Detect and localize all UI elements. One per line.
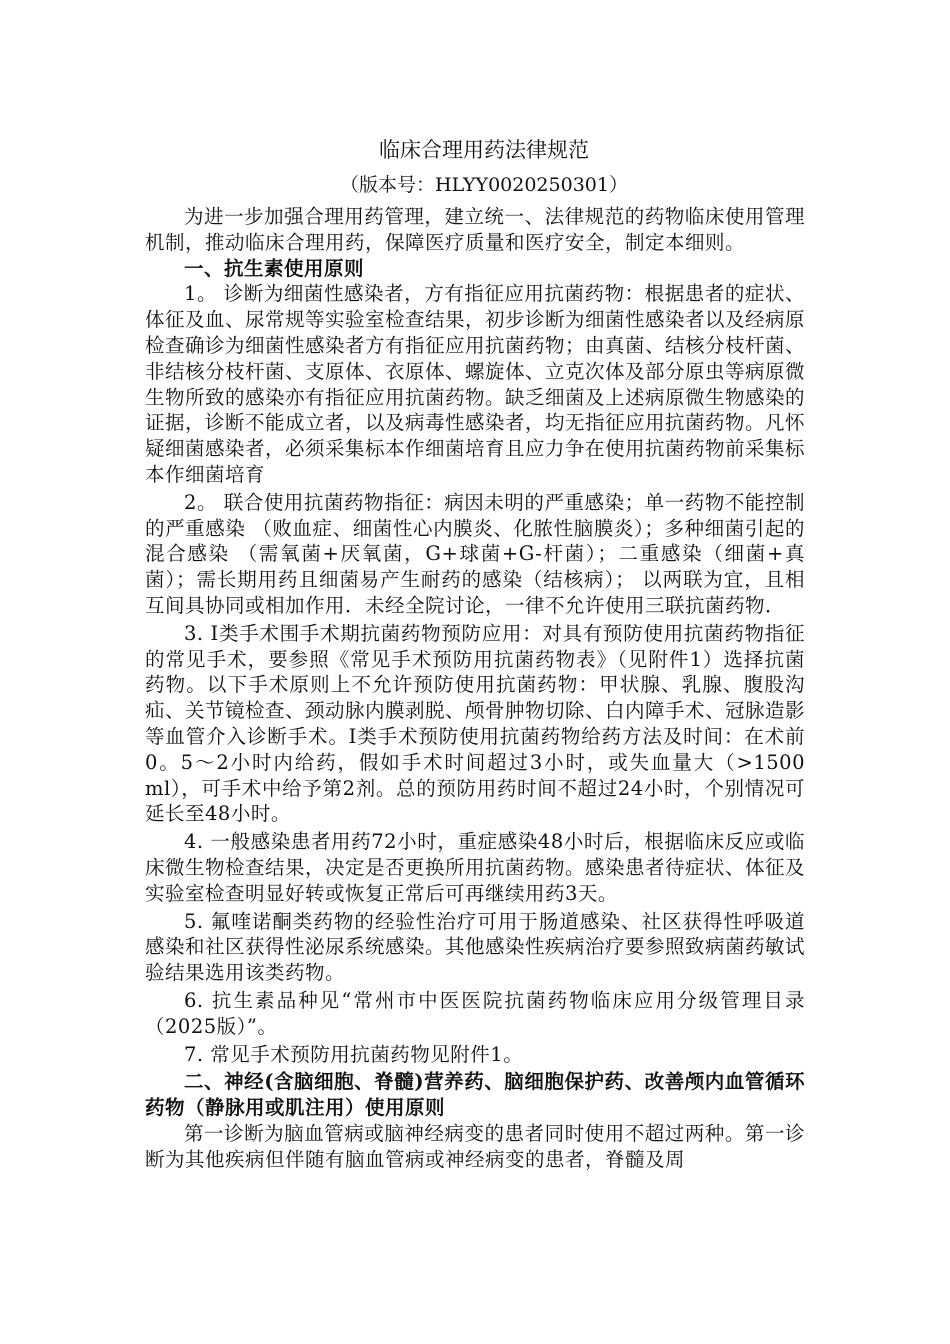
list-item: 2。 联合使用抗菌药物指征：病因未明的严重感染；单一药物不能控制的严重感染 （败血症、细菌性心内膜炎、化脓性脑膜炎）；多种细菌引起的混合感染 （需氧菌+厌氧菌，G+球菌+G-杆菌）；二重感染（细菌+真菌）；需长期用药且细菌易产生耐药的感染（结核病）； 以两联为宜，且相互间具协同或相加作用．未经全院讨论，一律不允许使用三联抗菌药物． bbox=[145, 490, 805, 617]
document-title: 临床合理用药法律规范 bbox=[379, 138, 589, 162]
section-body: 第一诊断为脑血管病或脑神经病变的患者同时使用不超过两种。第一诊断为其他疾病但伴随有脑血管病或神经病变的患者，脊髓及周 bbox=[145, 1121, 805, 1171]
list-item: 4. 一般感染患者用药72小时，重症感染48小时后，根据临床反应或临床微生物检查结果，决定是否更换所用抗菌药物。感染患者待症状、体征及实验室检查明显好转或恢复正常后可再继续用药3天。 bbox=[145, 830, 806, 905]
list-item: 1。 诊断为细菌性感染者，方有指征应用抗菌药物：根据患者的症状、体征及血、尿常规等实验室检查结果，初步诊断为细菌性感染者以及经病原检查确诊为细菌性感染者方有指征应用抗菌药物；由真菌、结核分枝杆菌、非结核分枝杆菌、支原体、衣原体、螺旋体、立克次体及部分原虫等病原微生物所致的感染亦有指征应用抗菌药物。缺乏细菌及上述病原微生物感染的证据，诊断不能成立者，以及病毒性感染者，均无指征应用抗菌药物。凡怀疑细菌感染者，必须采集标本作细菌培育且应力争在使用抗菌药物前采集标本作细菌培育 bbox=[145, 282, 806, 486]
section-heading-antibiotics: 一、抗生素使用原则 bbox=[184, 256, 365, 280]
intro-paragraph: 为进一步加强合理用药管理，建立统一、法律规范的药物临床使用管理机制，推动临床合理用药，保障医疗质量和医疗安全，制定本细则。 bbox=[145, 205, 805, 254]
list-item: 5. 氟喹诺酮类药物的经验性治疗可用于肠道感染、社区获得性呼吸道感染和社区获得性泌尿系统感染。其他感染性疾病治疗要参照致病菌药敏试验结果选用该类药物。 bbox=[145, 909, 806, 985]
list-item: 7. 常见手术预防用抗菌药物见附件1。 bbox=[184, 1042, 524, 1066]
list-item: 3. I类手术围手术期抗菌药物预防应用：对具有预防使用抗菌药物指征的常见手术，要参照《常见手术预防用抗菌药物表》（见附件1）选择抗菌药物。以下手术原则上不允许预防使用抗菌药物：甲状腺、乳腺、腹股沟疝、关节镜检查、颈动脉内膜剥脱、颅骨肿物切除、白内障手术、冠脉造影等血管介入诊断手术。I类手术预防使用抗菌药物给药方法及时间：在术前0。5～2小时内给药，假如手术时间超过3小时，或失血量大（>1500 ml），可手术中给予第2剂。总的预防用药时间不超过24小时，个别情况可延长至48小时。 bbox=[145, 621, 806, 826]
list-item: 6. 抗生素品种见“常州市中医医院抗菌药物临床应用分级管理目录（2025版）”。 bbox=[145, 988, 805, 1038]
document-page bbox=[145, 132, 805, 1172]
version-number: （版本号：HLYY0020250301） bbox=[340, 174, 628, 196]
section-heading-neuro-drugs: 二、神经(含脑细胞、脊髓)营养药、脑细胞保护药、改善颅内血管循环药物（静脉用或肌注用）使用原则 bbox=[145, 1070, 805, 1120]
